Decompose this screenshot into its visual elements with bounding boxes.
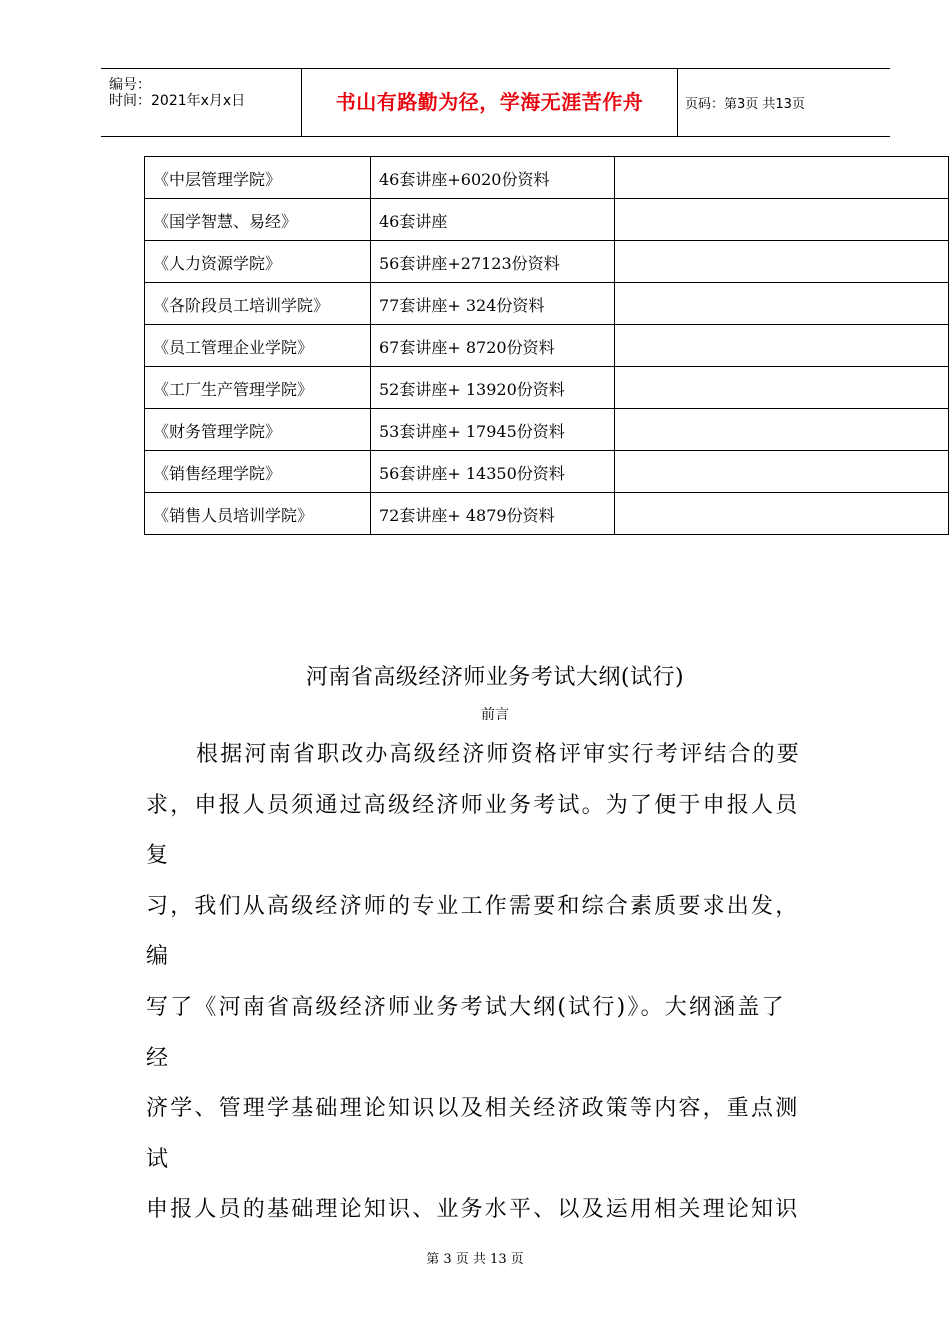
table-row <box>145 493 949 535</box>
table-cell-name: 《销售经理学院》 <box>145 451 371 493</box>
time-label: 时间：2021年x月x日 <box>109 93 246 109</box>
table-row <box>145 199 949 241</box>
table-cell-note <box>615 451 949 493</box>
table-cell-name: 《中层管理学院》 <box>145 157 371 199</box>
page-header <box>101 68 890 137</box>
table-cell-note <box>615 199 949 241</box>
table-cell-note <box>615 493 949 535</box>
document-subtitle: 前言 <box>481 707 509 723</box>
paragraph-line: 申报人员的基础理论知识、业务水平、以及运用相关理论知识 <box>146 1197 800 1223</box>
table-row <box>145 325 949 367</box>
table-cell-note <box>615 157 949 199</box>
table-cell-content: 56套讲座+ 14350份资料 <box>371 451 615 493</box>
paragraph-line: 写了《河南省高级经济师业务考试大纲(试行)》。大纲涵盖了 <box>146 994 786 1020</box>
table-cell-content: 52套讲座+ 13920份资料 <box>371 367 615 409</box>
page-footer: 第 3 页 共 13 页 <box>426 1252 524 1267</box>
table-cell-content: 46套讲座 <box>371 199 615 241</box>
table-cell-content: 46套讲座+6020份资料 <box>371 157 615 199</box>
table-row <box>145 157 949 199</box>
header-page-info: 页码：第3页 共13页 <box>685 97 805 112</box>
header-motto: 书山有路勤为径，学海无涯苦作舟 <box>302 69 678 136</box>
paragraph-line: 根据河南省职改办高级经济师资格评审实行考评结合的要 <box>196 742 802 767</box>
preface-paragraph <box>146 730 866 1236</box>
table-cell-note <box>615 283 949 325</box>
paragraph-line: 习，我们从高级经济师的专业工作需要和综合素质要求出发， <box>146 893 800 919</box>
paragraph-line: 济学、管理学基础理论知识以及相关经济政策等内容，重点测 <box>146 1096 800 1122</box>
table-cell-note <box>615 367 949 409</box>
header-meta <box>101 69 302 136</box>
paragraph-line: 编 <box>146 944 171 970</box>
table-cell-content: 72套讲座+ 4879份资料 <box>371 493 615 535</box>
table-cell-content: 77套讲座+ 324份资料 <box>371 283 615 325</box>
number-label: 编号： <box>109 77 151 93</box>
paragraph-line: 求，申报人员须通过高级经济师业务考试。为了便于申报人员 <box>146 792 800 818</box>
table-cell-content: 56套讲座+27123份资料 <box>371 241 615 283</box>
table-cell-name: 《销售人员培训学院》 <box>145 493 371 535</box>
table-cell-name: 《员工管理企业学院》 <box>145 325 371 367</box>
table-cell-name: 《各阶段员工培训学院》 <box>145 283 371 325</box>
table-cell-name: 《工厂生产管理学院》 <box>145 367 371 409</box>
paragraph-line: 复 <box>146 843 171 869</box>
table-cell-note <box>615 325 949 367</box>
table-cell-note <box>615 409 949 451</box>
paragraph-line: 经 <box>146 1045 171 1071</box>
table-row <box>145 283 949 325</box>
table-row <box>145 409 949 451</box>
table-cell-name: 《财务管理学院》 <box>145 409 371 451</box>
table-cell-content: 67套讲座+ 8720份资料 <box>371 325 615 367</box>
table-cell-note <box>615 241 949 283</box>
table-row <box>145 367 949 409</box>
table-row <box>145 451 949 493</box>
table-cell-content: 53套讲座+ 17945份资料 <box>371 409 615 451</box>
lecture-table <box>144 156 949 535</box>
document-title: 河南省高级经济师业务考试大纲(试行) <box>305 665 685 690</box>
table-row <box>145 241 949 283</box>
paragraph-line: 试 <box>146 1146 171 1172</box>
table-cell-name: 《人力资源学院》 <box>145 241 371 283</box>
table-cell-name: 《国学智慧、易经》 <box>145 199 371 241</box>
